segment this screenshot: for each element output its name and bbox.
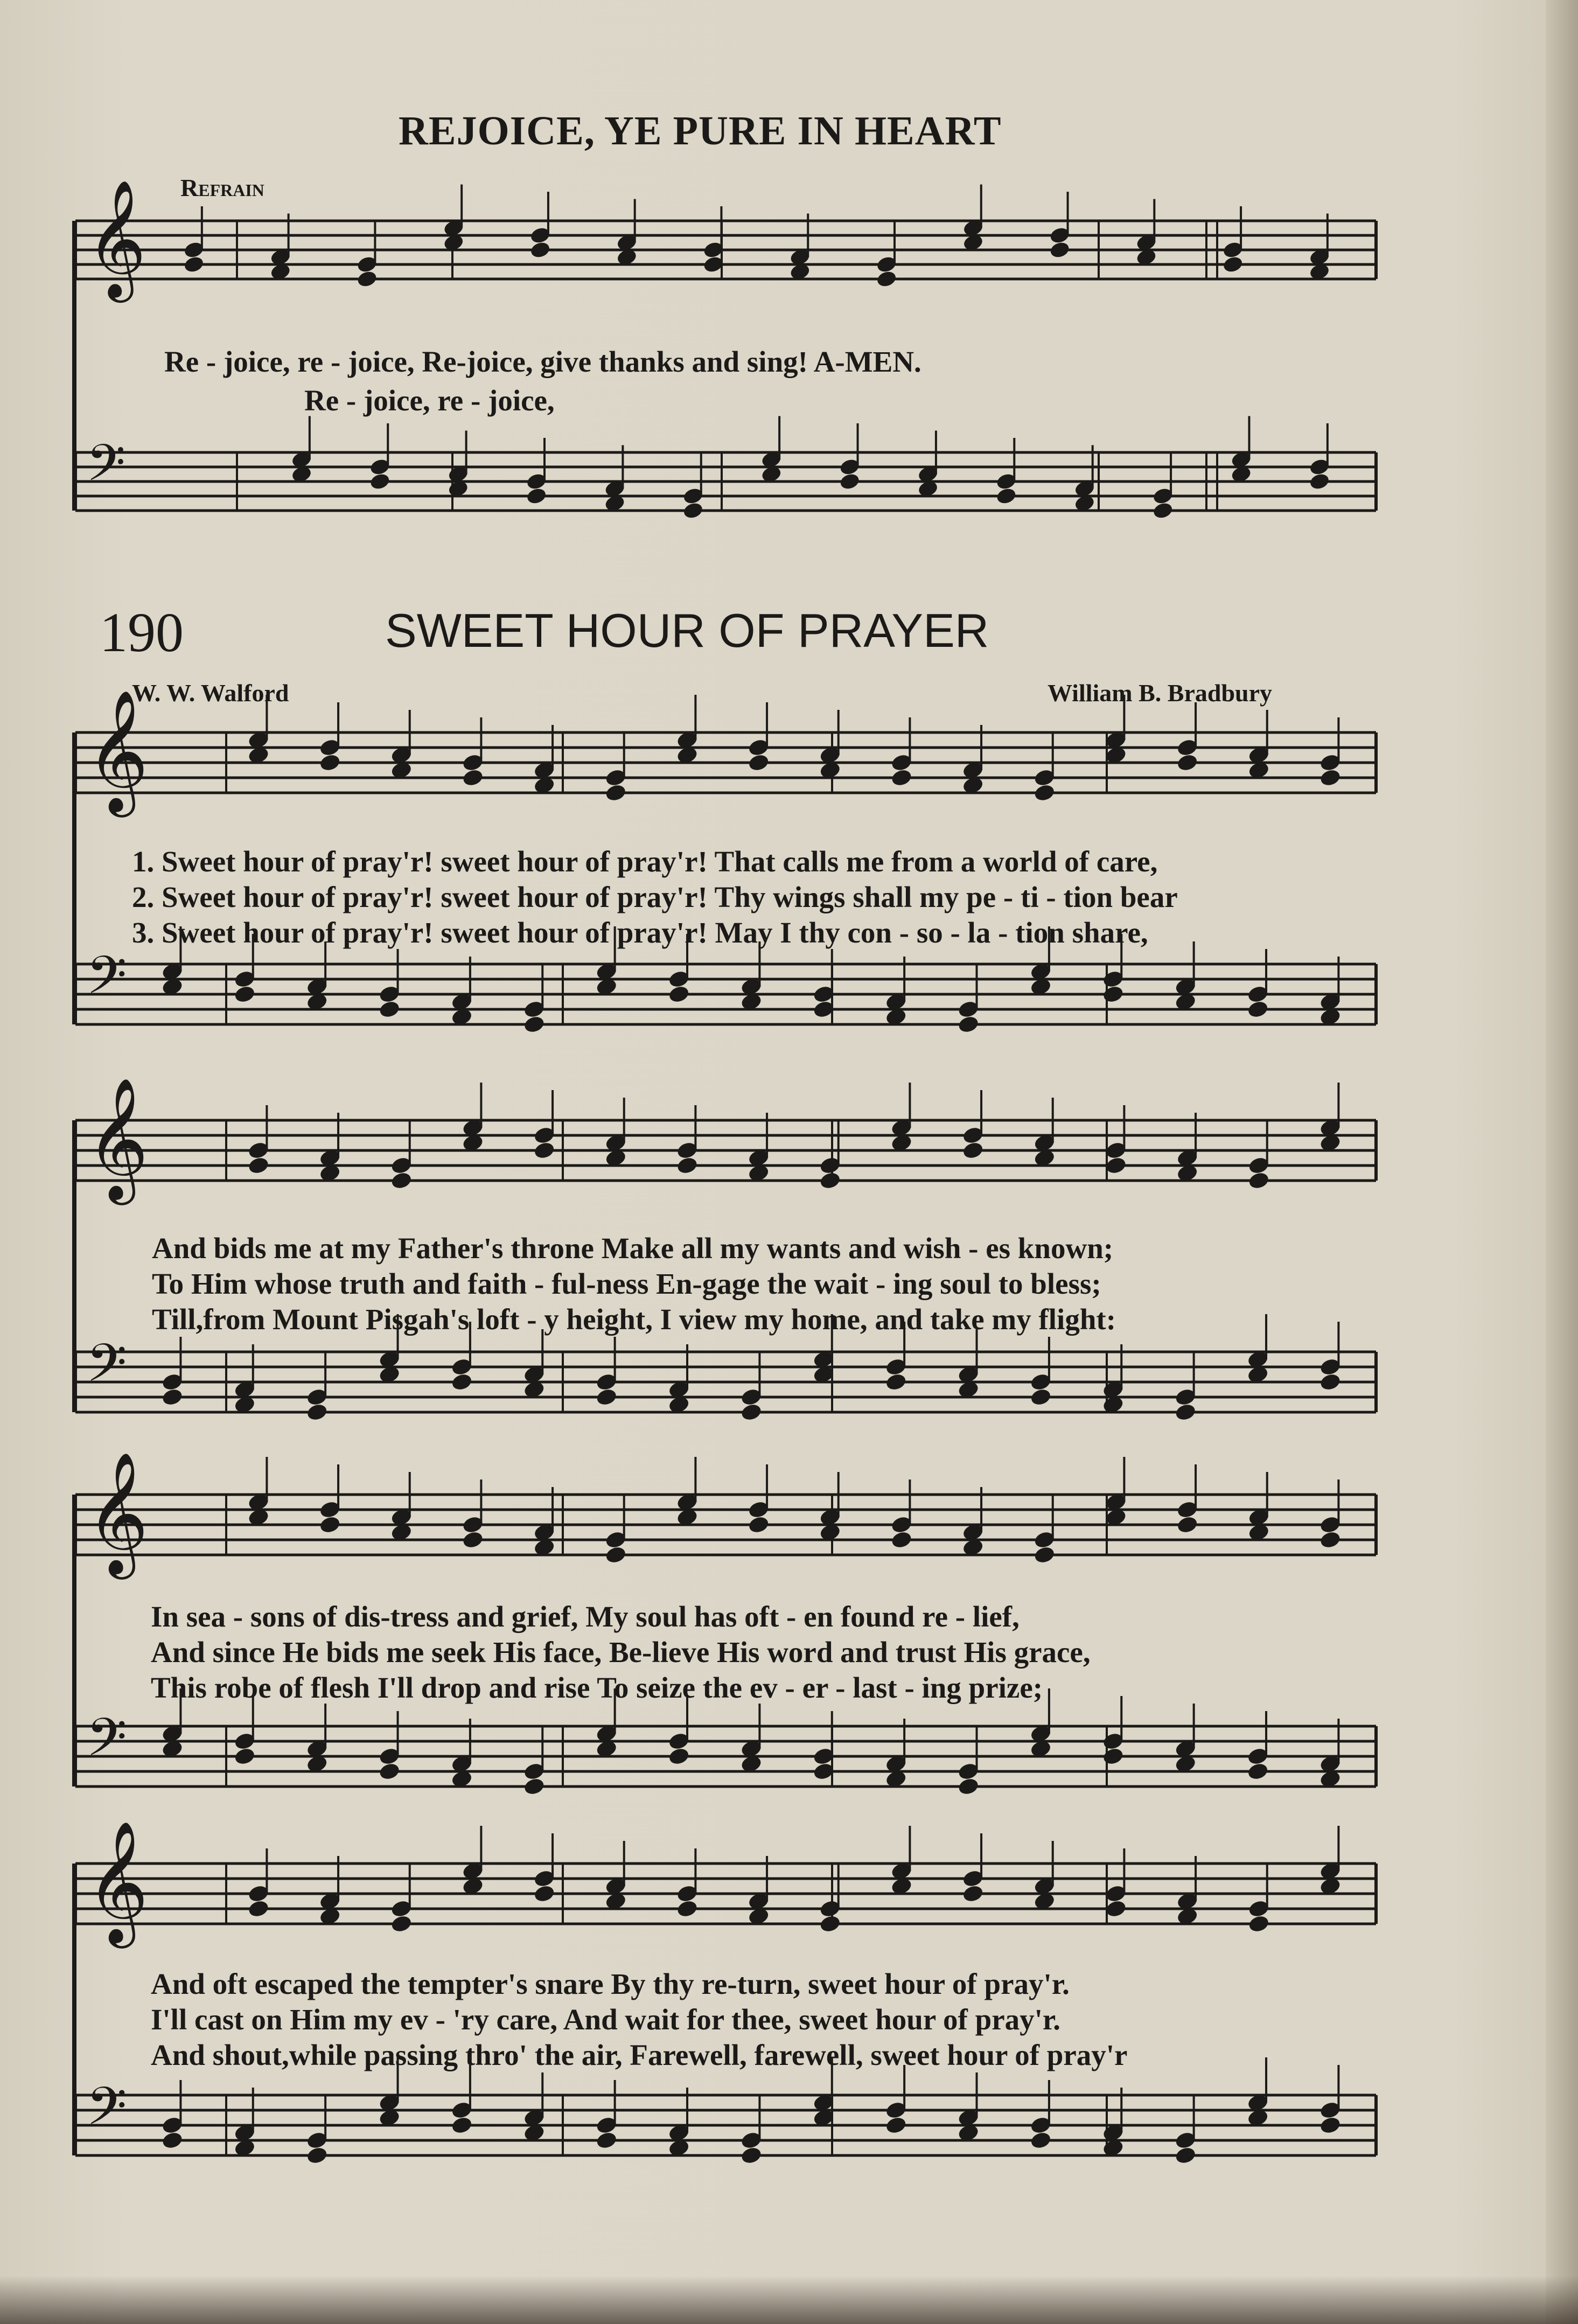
note-head [740, 1402, 762, 1422]
note-head [1176, 753, 1198, 772]
note-head [605, 1545, 627, 1565]
hymn-title: SWEET HOUR OF PRAYER [385, 604, 989, 657]
bass-clef: 𝄢 [86, 434, 125, 505]
note-head [161, 1387, 183, 1407]
note-head [958, 1777, 980, 1796]
note-head [1034, 783, 1056, 802]
lyric-s4-v2: I'll cast on Him my ev - 'ry care, And wait for thee, sweet hour of pray'r. [151, 2003, 1061, 2036]
note-head [890, 768, 912, 787]
note-head [234, 1747, 256, 1766]
note-head [1309, 472, 1330, 491]
note-head [1175, 1402, 1197, 1422]
note-head [676, 1899, 698, 1918]
note-head [1319, 1372, 1341, 1392]
note-head [876, 270, 897, 288]
note-head [533, 1141, 555, 1160]
note-head [1030, 1387, 1052, 1407]
note-head [1152, 501, 1174, 520]
note-head [1175, 2146, 1197, 2165]
lyric-s2-v3: Till,from Mount Pisgah's loft - y height, I view my home, and take my flight: [152, 1303, 1116, 1336]
refrain-label: Refrain [180, 174, 264, 201]
hymn-author: W. W. Walford [132, 679, 289, 707]
note-head [1176, 1515, 1198, 1534]
note-head [1248, 1171, 1270, 1190]
note-head [748, 1515, 770, 1534]
note-head [247, 1899, 269, 1918]
note-head [996, 487, 1017, 505]
note-head [183, 255, 205, 274]
lyric-s4-v3: And shout,while passing thro' the air, Farewell, farewell, sweet hour of pray'r [151, 2039, 1128, 2071]
note-head [605, 783, 627, 802]
note-head [462, 768, 484, 787]
note-head [1105, 1899, 1127, 1918]
note-head [1319, 1530, 1341, 1550]
note-head [1222, 255, 1244, 274]
treble-clef: 𝄞 [86, 1820, 149, 1943]
note-head [319, 1515, 341, 1534]
note-head [1247, 1762, 1269, 1781]
note-head [596, 1387, 618, 1407]
note-head [839, 472, 861, 491]
note-head [885, 1372, 907, 1392]
note-head [451, 1372, 473, 1392]
treble-clef: 𝄞 [86, 179, 146, 298]
refrain-title: REJOICE, YE PURE IN HEART [399, 108, 1002, 153]
note-head [1049, 241, 1071, 259]
note-head [819, 1914, 841, 1934]
lyric-s3-v1: In sea - sons of dis-tress and grief, My soul has oft - en found re - lief, [151, 1600, 1020, 1633]
note-head [319, 753, 341, 772]
note-head [306, 1402, 328, 1422]
lyric-s3-v2: And since He bids me seek His face, Be-lieve His word and trust His grace, [151, 1636, 1091, 1669]
page-bottom-shadow [0, 2276, 1578, 2324]
bass-clef: 𝄢 [86, 1706, 127, 1781]
note-head [529, 241, 551, 259]
note-head [740, 2146, 762, 2165]
note-head [1319, 2116, 1341, 2135]
note-head [676, 1156, 698, 1175]
note-head [390, 1171, 413, 1190]
note-head [526, 487, 547, 505]
hymn-number: 190 [100, 602, 184, 664]
note-head [379, 1000, 401, 1019]
bass-clef: 𝄢 [86, 1332, 127, 1406]
note-head [668, 1747, 690, 1766]
lyric-s1-v3: 3. Sweet hour of pray'r! sweet hour of pray'r! May I thy con - so - la - tion share, [132, 916, 1148, 949]
treble-clef: 𝄞 [86, 1077, 149, 1200]
note-head [1034, 1545, 1056, 1565]
treble-clef: 𝄞 [86, 1451, 149, 1574]
refrain-lyric-line-1: Re - joice, re - joice, Re-joice, give thanks and sing! A-MEN. [164, 345, 921, 378]
refrain-lyric-line-2: Re - joice, re - joice, [304, 384, 555, 417]
note-head [1102, 1747, 1124, 1766]
note-head [819, 1171, 841, 1190]
note-head [1319, 768, 1341, 787]
note-head [962, 1141, 984, 1160]
note-head [668, 985, 690, 1004]
treble-clef: 𝄞 [86, 689, 149, 812]
note-head [596, 2131, 618, 2150]
note-head [357, 270, 378, 288]
note-head [306, 2146, 328, 2165]
note-head [682, 501, 704, 520]
lyric-s1-v1: 1. Sweet hour of pray'r! sweet hour of pray'r! That calls me from a world of care, [132, 845, 1158, 878]
note-head [462, 1530, 484, 1550]
note-head [161, 2131, 183, 2150]
note-head [247, 1156, 269, 1175]
note-head [523, 1777, 545, 1796]
lyric-s4-v1: And oft escaped the tempter's snare By thy re-turn, sweet hour of pray'r. [151, 1967, 1070, 2000]
lyric-s1-v2: 2. Sweet hour of pray'r! sweet hour of pray'r! Thy wings shall my pe - ti - tion bear [132, 881, 1178, 913]
note-head [1105, 1156, 1127, 1175]
hymn-composer: William B. Bradbury [1048, 679, 1273, 707]
note-head [1247, 1000, 1269, 1019]
note-head [958, 1015, 980, 1034]
note-head [234, 985, 256, 1004]
note-head [451, 2116, 473, 2135]
lyric-s2-v1: And bids me at my Father's throne Make all my wants and wish - es known; [152, 1232, 1114, 1265]
note-head [962, 1884, 984, 1903]
bass-clef: 𝄢 [86, 944, 127, 1018]
note-head [533, 1884, 555, 1903]
lyric-s2-v2: To Him whose truth and faith - ful-ness En-gage the wait - ing soul to bless; [152, 1267, 1101, 1300]
note-head [1102, 985, 1124, 1004]
note-head [1248, 1914, 1270, 1934]
note-head [369, 472, 390, 491]
note-head [390, 1914, 413, 1934]
bass-clef: 𝄢 [86, 2075, 127, 2149]
note-head [523, 1015, 545, 1034]
note-head [379, 1762, 401, 1781]
note-head [890, 1530, 912, 1550]
note-head [1030, 2131, 1052, 2150]
note-head [748, 753, 770, 772]
lyric-s3-v3: This robe of flesh I'll drop and rise To seize the ev - er - last - ing prize; [151, 1671, 1043, 1704]
note-head [885, 2116, 907, 2135]
